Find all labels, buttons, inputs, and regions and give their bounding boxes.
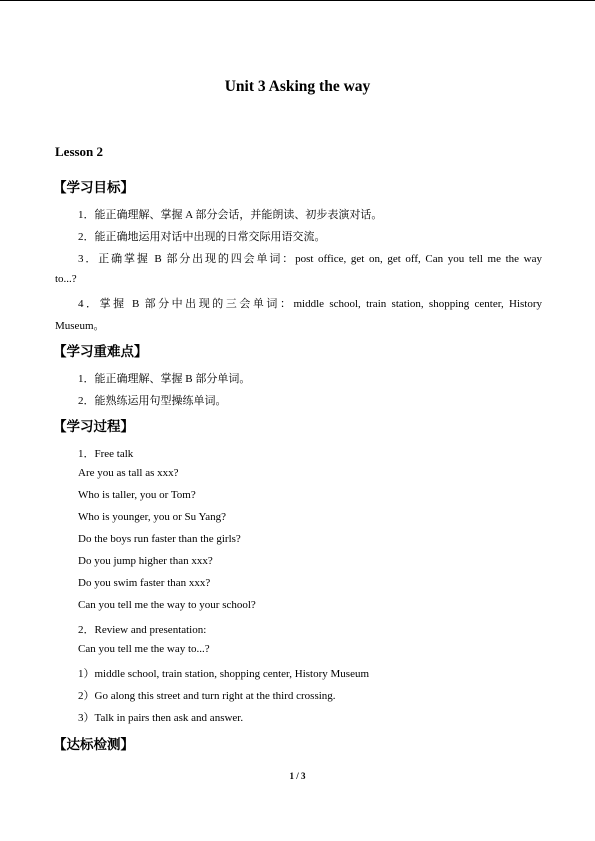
process-item: Who is taller, you or Tom? [78,489,196,501]
goal-item: 2．能正确地运用对话中出现的日常交际用语交流。 [78,231,326,243]
goal-item-continuation: to...? [55,273,77,285]
process-item: 1）middle school, train station, shopping center, History Museum [78,668,370,680]
section-heading-key-points: 【学习重难点】 [53,344,148,360]
process-item: Are you as tall as xxx? [78,467,179,479]
key-point-item: 1．能正确理解、掌握 B 部分单词。 [78,373,251,385]
section-heading-process: 【学习过程】 [53,419,134,435]
process-item: 3）Talk in pairs then ask and answer. [78,712,244,724]
process-item: Can you tell me the way to your school? [78,599,256,611]
page-number: 1 / 3 [289,771,306,781]
process-item: 1．Free talk [78,448,134,460]
process-item: 2．Review and presentation: [78,624,207,636]
lesson-label: Lesson 2 [55,144,104,159]
section-heading-goals: 【学习目标】 [53,180,134,196]
section-heading-assessment: 【达标检测】 [53,737,134,753]
process-item: Do you jump higher than xxx? [78,555,213,567]
process-item: 2）Go along this street and turn right at the third crossing. [78,690,336,702]
page-title: Unit 3 Asking the way [224,78,371,95]
process-item: Who is younger, you or Su Yang? [78,511,227,523]
goal-item: 4．掌握 B 部分中出现的三会单词：middle school, train station, shopping center, History [78,298,542,310]
goal-item: 1．能正确理解、掌握 A 部分会话，并能朗读、初步表演对话。 [78,209,383,221]
process-item: Do you swim faster than xxx? [78,577,211,589]
goal-item-continuation: Museum。 [55,320,105,332]
process-item: Can you tell me the way to...? [78,643,210,655]
goal-item: 3．正确掌握 B 部分出现的四会单词：post office, get on, get off, Can you tell me the way [78,253,542,265]
key-point-item: 2．能熟练运用句型操练单词。 [78,395,227,407]
header-rule [0,0,595,1]
process-item: Do the boys run faster than the girls? [78,533,241,545]
